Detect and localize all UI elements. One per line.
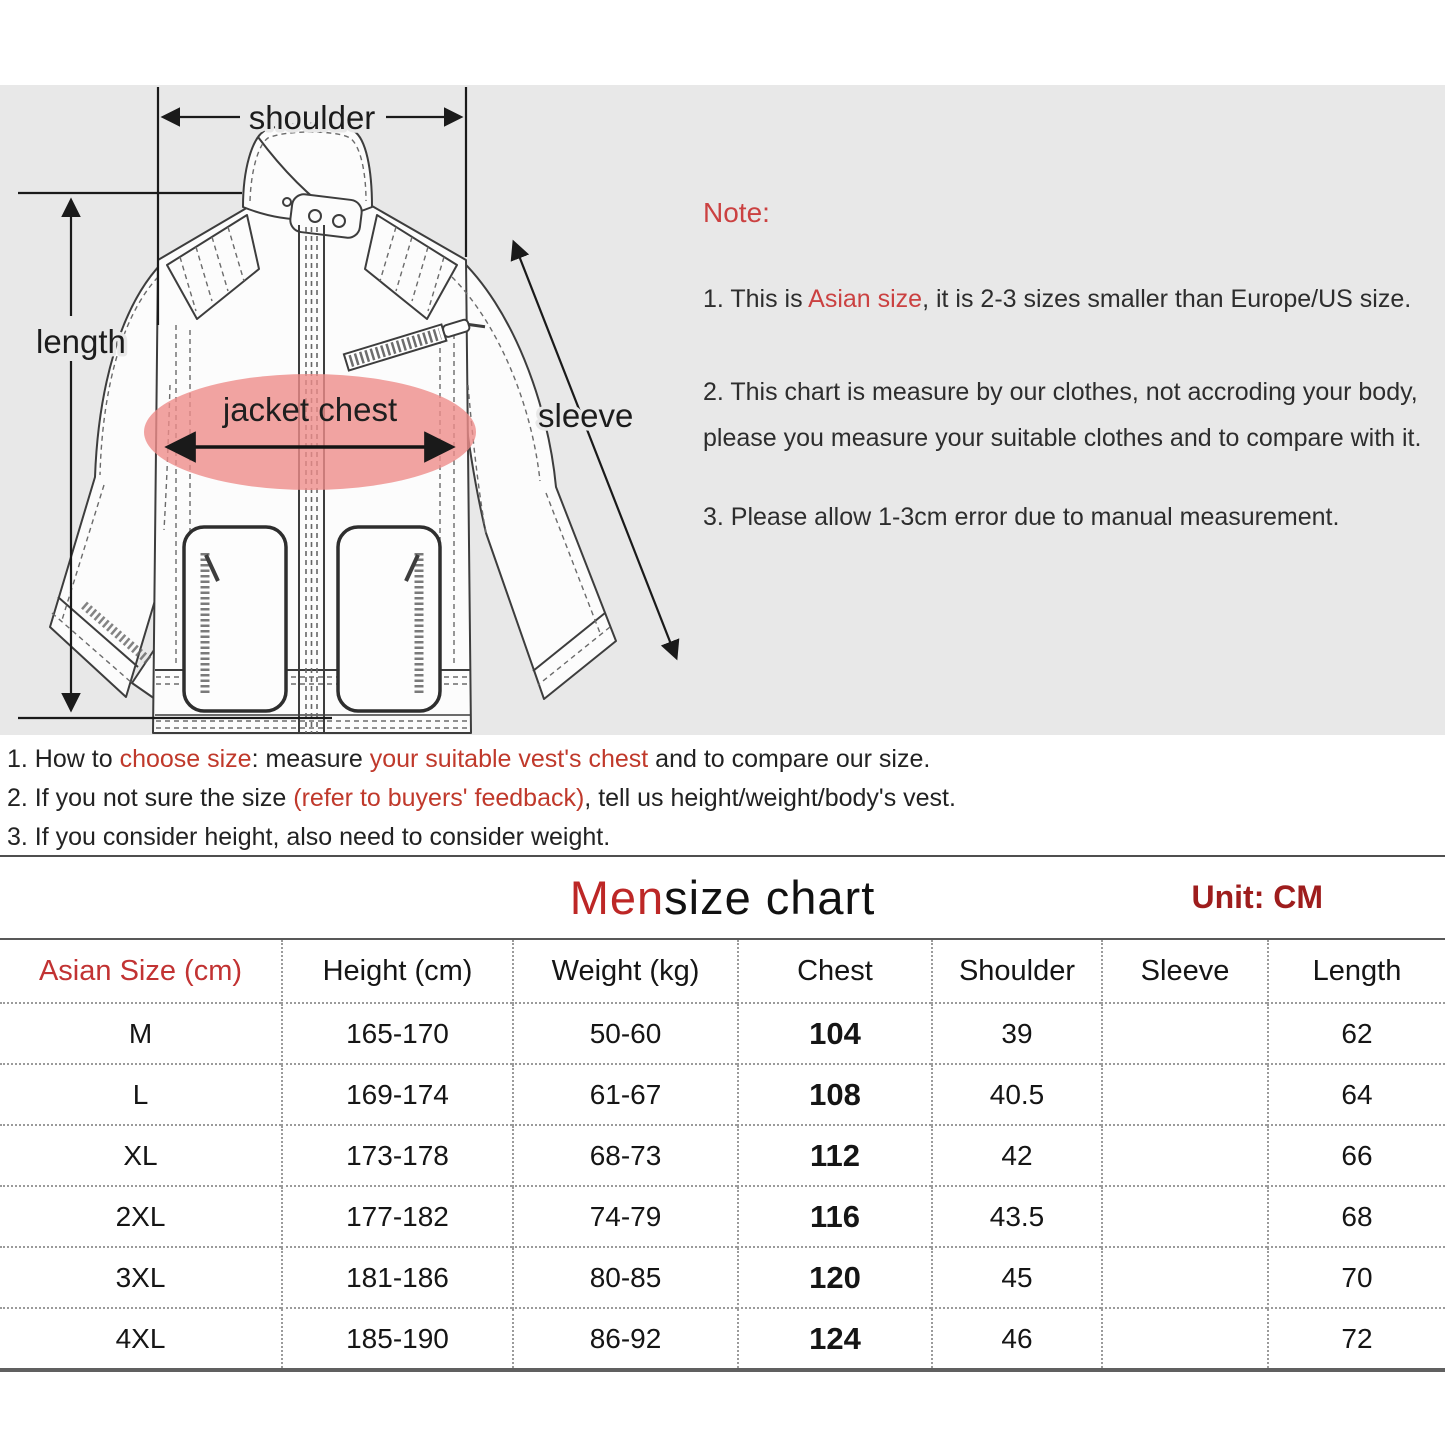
cell-height: 185-190 [281, 1309, 512, 1368]
cell-weight: 80-85 [512, 1248, 737, 1309]
instruction-line-1: 1. How to choose size: measure your suitable vest's chest and to compare our size. [7, 745, 931, 773]
cell-height: 181-186 [281, 1248, 512, 1309]
cell-chest: 104 [737, 1004, 931, 1065]
how-to-choose-instructions [0, 735, 1445, 855]
cell-length: 62 [1267, 1004, 1445, 1065]
header-asian-size: Asian Size (cm) [0, 940, 281, 1004]
instruction-line-2: 2. If you not sure the size (refer to buyers' feedback), tell us height/weight/body's vest. [7, 784, 956, 812]
note-block [703, 85, 1445, 735]
note-heading: Note: [703, 197, 770, 228]
cell-shoulder: 40.5 [931, 1065, 1101, 1126]
cell-sleeve [1101, 1126, 1267, 1187]
cell-shoulder: 45 [931, 1248, 1101, 1309]
cell-chest: 112 [737, 1126, 931, 1187]
cell-size: 2XL [0, 1187, 281, 1248]
header-height: Height (cm) [281, 940, 512, 1004]
cell-size: L [0, 1065, 281, 1126]
table-grid [0, 940, 1445, 1368]
cell-chest: 124 [737, 1309, 931, 1368]
cell-length: 68 [1267, 1187, 1445, 1248]
header-chest: Chest [737, 940, 931, 1004]
header-weight: Weight (kg) [512, 940, 737, 1004]
cell-sleeve [1101, 1187, 1267, 1248]
cell-shoulder: 43.5 [931, 1187, 1101, 1248]
cell-weight: 50-60 [512, 1004, 737, 1065]
cell-weight: 68-73 [512, 1126, 737, 1187]
cell-length: 72 [1267, 1309, 1445, 1368]
header-sleeve: Sleeve [1101, 940, 1267, 1004]
cell-size: XL [0, 1126, 281, 1187]
cell-weight: 74-79 [512, 1187, 737, 1248]
cell-height: 169-174 [281, 1065, 512, 1126]
header-length: Length [1267, 940, 1445, 1004]
length-label: length [36, 323, 126, 360]
cell-shoulder: 42 [931, 1126, 1101, 1187]
note-asian-size-highlight: Asian size [808, 285, 923, 313]
men-size-chart-table [0, 855, 1445, 1372]
table-title-men: Men [569, 871, 665, 924]
table-title-row [0, 857, 1445, 940]
cell-length: 70 [1267, 1248, 1445, 1309]
jacket-right-sleeve [457, 257, 616, 699]
note-item-1: 1. This is Asian size, it is 2-3 sizes smaller than Europe/US size. [703, 285, 1412, 313]
unit-label: Unit: CM [1191, 879, 1323, 915]
cell-size: 4XL [115, 1322, 166, 1354]
note-item-3: 3. Please allow 1-3cm error due to manual measurement. [703, 503, 1340, 531]
cell-chest: 108 [737, 1065, 931, 1126]
cell-size: 3XL [0, 1248, 281, 1309]
choose-size-highlight: choose size [119, 745, 252, 773]
cell-sleeve [1101, 1248, 1267, 1309]
cell-sleeve [1101, 1004, 1267, 1065]
cell-height: 165-170 [281, 1004, 512, 1065]
cell-size: M [0, 1004, 281, 1065]
cell-chest: 120 [737, 1248, 931, 1309]
sleeve-label: sleeve [538, 397, 634, 434]
cell-shoulder: 39 [931, 1004, 1101, 1065]
cell-chest: 116 [737, 1187, 931, 1248]
cell-height: 173-178 [281, 1126, 512, 1187]
shoulder-label: shoulder [248, 99, 376, 136]
cell-height: 177-182 [281, 1187, 512, 1248]
table-title-rest: size chart [664, 871, 876, 924]
cell-weight: 86-92 [512, 1309, 737, 1368]
header-shoulder: Shoulder [931, 940, 1101, 1004]
cell-length: 66 [1267, 1126, 1445, 1187]
note-item-2: 2. This chart is measure by our clothes, not accroding your body, please you measure your suitable clothes and to compare with it. [703, 378, 1422, 452]
cell-weight: 61-67 [512, 1065, 737, 1126]
instruction-line-3: 3. If you consider height, also need to consider weight. [7, 823, 611, 851]
buyers-feedback-highlight: (refer to buyers' feedback) [293, 784, 585, 812]
vest-chest-highlight: your suitable vest's chest [369, 745, 649, 773]
jacket-chest-label: jacket chest [222, 391, 398, 428]
cell-sleeve [1101, 1309, 1267, 1368]
cell-sleeve [1101, 1065, 1267, 1126]
cell-shoulder: 46 [931, 1309, 1101, 1368]
measurement-diagram-panel [0, 85, 1445, 735]
cell-length: 64 [1267, 1065, 1445, 1126]
